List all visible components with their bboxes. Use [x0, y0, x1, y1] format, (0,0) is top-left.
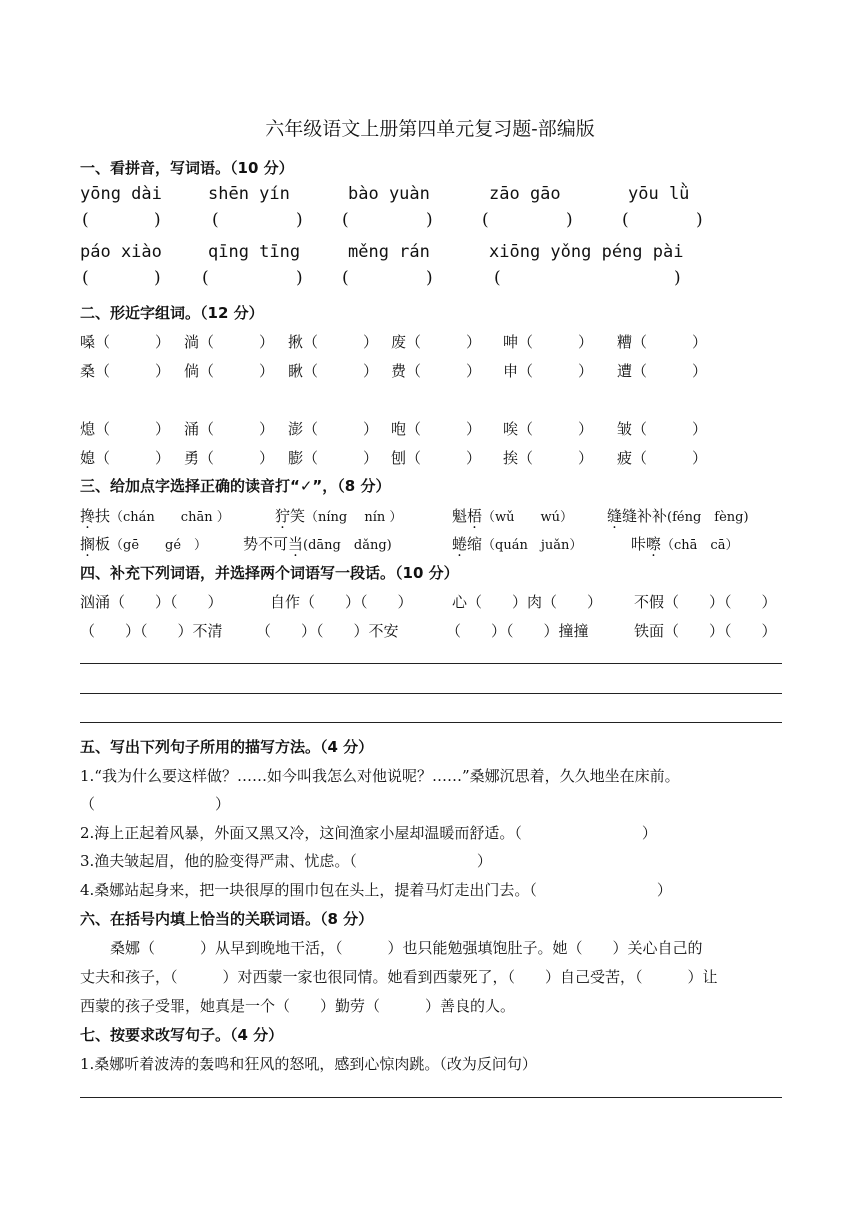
similar-char-item	[503, 418, 593, 439]
question-text: 2.海上正起着风暴，外面又黑又冷，这间渔家小屋却温暖而舒适。（ ）	[80, 824, 657, 842]
character: 刨	[391, 449, 407, 467]
character: 遭	[617, 362, 633, 380]
word-part: 笑	[290, 507, 306, 525]
answer-paren: （ ）	[95, 449, 171, 467]
answer-paren: （ ）	[95, 362, 171, 380]
word-part: 咔	[631, 535, 647, 553]
answer-paren: （ ）	[303, 449, 379, 467]
answer-paren-open: (	[342, 210, 349, 230]
character: 挨	[503, 449, 519, 467]
answer-paren: （ ）	[632, 449, 708, 467]
pinyin-2: shēn yín	[208, 184, 290, 204]
section-1-heading: 一、看拼音，写词语。（10 分）	[80, 159, 294, 177]
dotted-character: 蜷	[452, 535, 468, 553]
dotted-character: 狞	[275, 507, 291, 525]
similar-char-item	[617, 360, 707, 381]
similar-char-item	[80, 360, 170, 381]
paragraph-line: 丈夫和孩子，（ ）对西蒙一家也很同情。她看到西蒙死了，（ ）自己受苦，（ ）让	[80, 968, 718, 986]
similar-char-item	[80, 447, 170, 468]
answer-paren-open: (	[494, 268, 501, 288]
answer-paren-close: )	[566, 210, 573, 230]
answer-paren: （ ）	[406, 449, 482, 467]
answer-paren: （ ）	[199, 362, 275, 380]
answer-paren-close: )	[154, 210, 161, 230]
answer-paren: （ ）	[632, 420, 708, 438]
answer-paren-close: )	[696, 210, 703, 230]
answer-paren-close: )	[296, 210, 303, 230]
answer-paren: （ ）	[80, 795, 231, 813]
similar-char-item	[288, 447, 378, 468]
similar-char-item	[617, 331, 707, 352]
character: 咆	[391, 420, 407, 438]
pinyin-options: （chā cā）	[661, 538, 739, 553]
answer-paren: （ ）	[518, 449, 594, 467]
answer-paren-open: (	[202, 268, 209, 288]
word-part: 势不可	[243, 535, 289, 553]
question-text: 1.“我为什么要这样做？……如今叫我怎么对他说呢？……”桑娜沉思着，久久地坐在床前。	[80, 767, 680, 785]
answer-paren-open: (	[82, 268, 89, 288]
pronunciation-item	[631, 533, 738, 554]
similar-char-item	[288, 360, 378, 381]
pinyin-options: （níng nín ）	[305, 510, 403, 525]
character: 费	[391, 362, 407, 380]
answer-paren-close: )	[426, 210, 433, 230]
answer-paren: （ ）	[406, 362, 482, 380]
similar-char-item	[184, 331, 274, 352]
character: 澎	[288, 420, 304, 438]
answer-paren: （ ）	[303, 362, 379, 380]
answer-paren: （ ）	[518, 362, 594, 380]
answer-paren: （ ）	[518, 333, 594, 351]
word-part: 缩	[467, 535, 483, 553]
pinyin-options: （wǔ wú）	[482, 510, 574, 525]
answer-paren-close: )	[426, 268, 433, 288]
character: 桑	[80, 362, 96, 380]
similar-char-item	[617, 418, 707, 439]
pronunciation-item	[80, 533, 207, 554]
character: 糟	[617, 333, 633, 351]
pinyin-4: zāo gāo	[489, 184, 561, 204]
dotted-character: 缝	[607, 507, 623, 525]
answer-paren: （ ）	[303, 333, 379, 351]
writing-line	[80, 663, 782, 664]
pronunciation-item	[607, 505, 749, 526]
character: 嗓	[80, 333, 96, 351]
similar-char-item	[617, 447, 707, 468]
pronunciation-item	[80, 505, 230, 526]
answer-paren: （ ）	[199, 449, 275, 467]
similar-char-item	[288, 418, 378, 439]
answer-paren: （ ）	[406, 333, 482, 351]
paragraph-line: 西蒙的孩子受罪，她真是一个（ ）勤劳（ ）善良的人。	[80, 997, 516, 1015]
answer-paren: （ ）	[303, 420, 379, 438]
section-2-heading: 二、形近字组词。（12 分）	[80, 304, 264, 322]
pinyin-6: páo xiào	[80, 242, 162, 262]
pinyin-options: （quán juǎn）	[482, 538, 583, 553]
answer-paren: （ ）	[95, 420, 171, 438]
pinyin-8: měng rán	[348, 242, 430, 262]
pronunciation-item	[243, 533, 392, 554]
pinyin-options: (féng fèng)	[667, 510, 749, 525]
similar-char-item	[184, 447, 274, 468]
word-part: 魁	[452, 507, 468, 525]
section-3-heading: 三、给加点字选择正确的读音打“✓”，（8 分）	[80, 477, 391, 495]
answer-paren-open: (	[622, 210, 629, 230]
similar-char-item	[184, 418, 274, 439]
pinyin-options: （chán chān ）	[110, 510, 230, 525]
answer-paren: （ ）	[518, 420, 594, 438]
word-part: 缝补补	[622, 507, 668, 525]
idiom-blank: 不假（ ）（ ）	[634, 593, 777, 611]
answer-paren: （ ）	[95, 333, 171, 351]
similar-char-item	[503, 447, 593, 468]
character: 膨	[288, 449, 304, 467]
character: 媳	[80, 449, 96, 467]
section-4-heading: 四、补充下列词语，并选择两个词语写一段话。（10 分）	[80, 564, 459, 582]
answer-paren-close: )	[674, 268, 681, 288]
character: 唉	[503, 420, 519, 438]
character: 熄	[80, 420, 96, 438]
dotted-character: 搀	[80, 507, 96, 525]
character: 皱	[617, 420, 633, 438]
question-text: 1.桑娜听着波涛的轰鸣和狂风的怒吼，感到心惊肉跳。（改为反问句）	[80, 1055, 537, 1073]
dotted-character: 嚓	[646, 535, 662, 553]
pronunciation-item	[452, 533, 582, 554]
question-text: 3.渔夫皱起眉，他的脸变得严肃、忧虑。（ ）	[80, 852, 492, 870]
pinyin-3: bào yuàn	[348, 184, 430, 204]
similar-char-item	[391, 360, 481, 381]
idiom-blank: （ ）（ ）不清	[80, 622, 223, 640]
writing-line	[80, 693, 782, 694]
answer-paren: （ ）	[632, 362, 708, 380]
pinyin-options: （gē gé ）	[110, 538, 208, 553]
answer-paren-open: (	[342, 268, 349, 288]
answer-paren-open: (	[82, 210, 89, 230]
pronunciation-item	[452, 505, 573, 526]
word-part: 板	[95, 535, 111, 553]
answer-paren-close: )	[296, 268, 303, 288]
pinyin-9: xiōng yǒng péng pài	[489, 242, 684, 262]
character: 勇	[184, 449, 200, 467]
pinyin-1: yōng dài	[80, 184, 162, 204]
character: 揪	[288, 333, 304, 351]
character: 申	[503, 362, 519, 380]
dotted-character: 当	[288, 535, 304, 553]
character: 瞅	[288, 362, 304, 380]
section-6-heading: 六、在括号内填上恰当的关联词语。（8 分）	[80, 910, 374, 928]
answer-paren: （ ）	[199, 420, 275, 438]
idiom-blank: 心（ ）肉（ ）	[452, 593, 603, 611]
writing-line	[80, 722, 782, 723]
similar-char-item	[184, 360, 274, 381]
word-part: 扶	[95, 507, 111, 525]
answer-paren: （ ）	[632, 333, 708, 351]
character: 呻	[503, 333, 519, 351]
idiom-blank: 自作（ ）（ ）	[270, 593, 413, 611]
dotted-character: 梧	[467, 507, 483, 525]
character: 涌	[184, 420, 200, 438]
similar-char-item	[80, 418, 170, 439]
section-7-heading: 七、按要求改写句子。（4 分）	[80, 1026, 284, 1044]
character: 淌	[184, 333, 200, 351]
pronunciation-item	[275, 505, 402, 526]
answer-paren: （ ）	[406, 420, 482, 438]
idiom-blank: 铁面（ ）（ ）	[634, 622, 777, 640]
similar-char-item	[391, 418, 481, 439]
similar-char-item	[391, 331, 481, 352]
idiom-blank: （ ）（ ）不安	[256, 622, 399, 640]
page-title: 六年级语文上册第四单元复习题-部编版	[265, 118, 595, 140]
similar-char-item	[80, 331, 170, 352]
answer-paren-open: (	[482, 210, 489, 230]
question-text: 4.桑娜站起身来，把一块很厚的围巾包在头上，提着马灯走出门去。（ ）	[80, 881, 672, 899]
similar-char-item	[503, 331, 593, 352]
section-5-heading: 五、写出下列句子所用的描写方法。（4 分）	[80, 738, 374, 756]
pinyin-7: qīng tīng	[208, 242, 301, 262]
similar-char-item	[391, 447, 481, 468]
writing-line	[80, 1097, 782, 1098]
answer-paren: （ ）	[199, 333, 275, 351]
character: 疲	[617, 449, 633, 467]
pinyin-options: (dāng dǎng)	[303, 538, 392, 553]
character: 倘	[184, 362, 200, 380]
pinyin-5: yōu lǜ	[628, 184, 690, 204]
character: 废	[391, 333, 407, 351]
paragraph-line: 桑娜（ ）从早到晚地干活，（ ）也只能勉强填饱肚子。她（ ）关心自己的	[80, 939, 703, 957]
similar-char-item	[503, 360, 593, 381]
idiom-blank: （ ）（ ）撞撞	[446, 622, 589, 640]
dotted-character: 搁	[80, 535, 96, 553]
answer-paren-open: (	[212, 210, 219, 230]
idiom-blank: 汹涌（ ）（ ）	[80, 593, 223, 611]
answer-paren-close: )	[154, 268, 161, 288]
similar-char-item	[288, 331, 378, 352]
